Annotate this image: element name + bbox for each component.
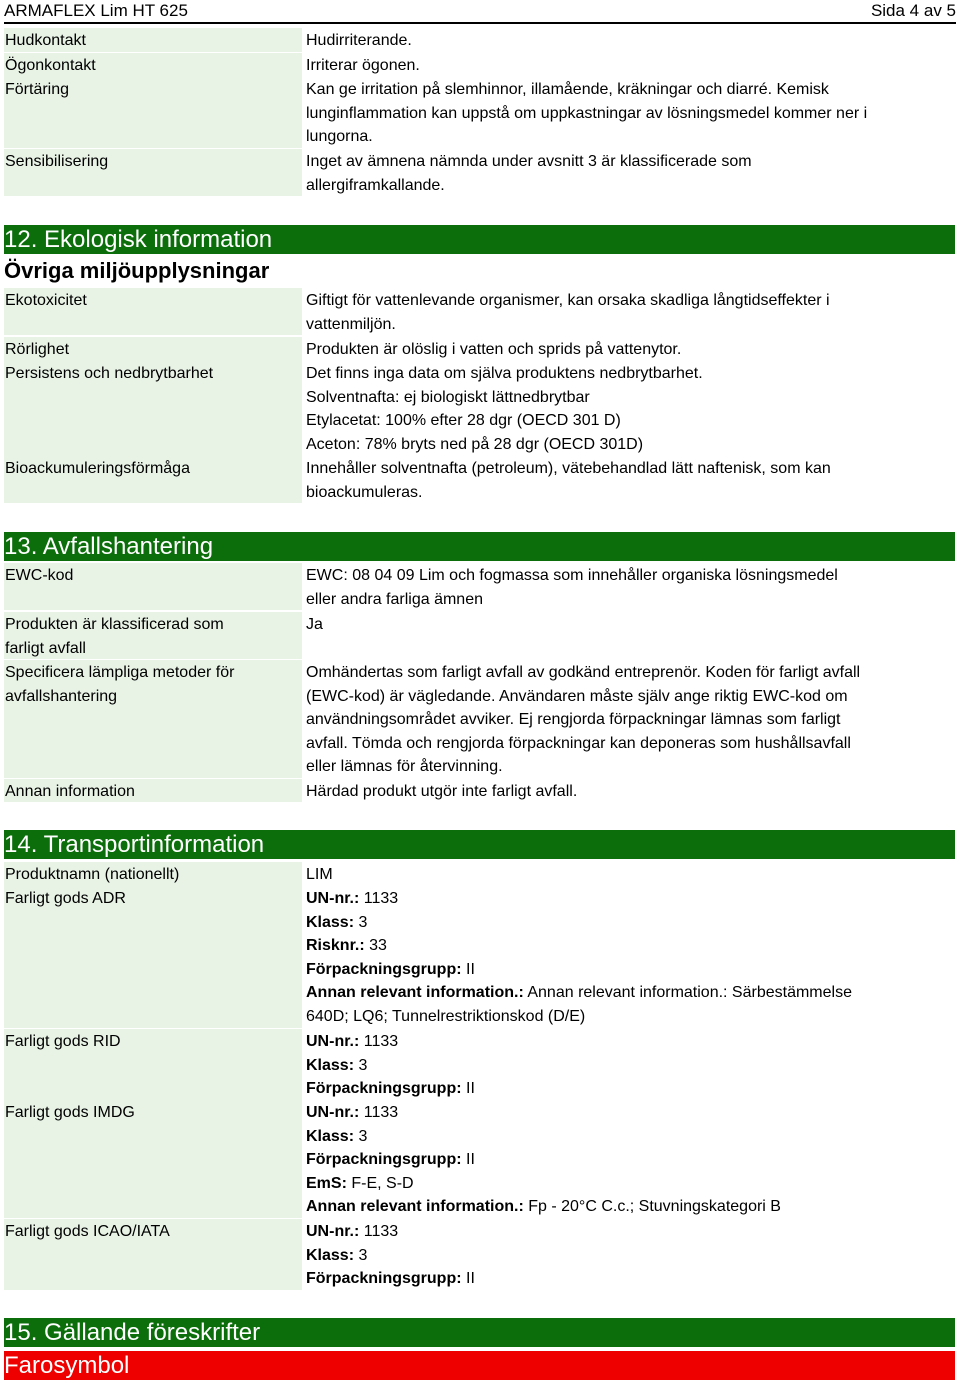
annan-line: [306, 981, 955, 1005]
row-adr: [4, 886, 955, 1028]
fg-key: Förpackningsgrupp:: [306, 960, 462, 978]
klass-value: 3: [354, 913, 368, 931]
value-produktnamn: LIM: [306, 866, 333, 883]
fg-value: II: [461, 960, 475, 978]
ems-key: EmS:: [306, 1174, 347, 1192]
value-line: avfall. Tömda och rengjorda förpackningar kan deponeras som hushållsavfall: [306, 734, 851, 752]
label-persistens: Persistens och nedbrytbarhet: [4, 361, 302, 456]
label-line: Specificera lämpliga metoder för: [5, 664, 235, 681]
fg-line: [306, 1077, 955, 1101]
fg-value: II: [461, 1270, 475, 1287]
value-line: Giftigt för vattenlevande organismer, kan orsaka skadliga långtidseffekter i: [306, 292, 830, 309]
row-fortaring: [4, 77, 955, 148]
label-line: avfallshantering: [5, 687, 118, 705]
label-bioackumulering: Bioackumuleringsförmåga: [4, 456, 302, 503]
un-value: 1133: [359, 1104, 399, 1121]
value-klassificerad: Ja: [306, 616, 323, 633]
label-ogonkontakt: Ögonkontakt: [4, 53, 302, 77]
value-line: eller lämnas för återvinning.: [306, 758, 503, 775]
section-12-heading: 12. Ekologisk information: [4, 225, 955, 254]
klass-line: [306, 1244, 955, 1268]
klass-key: Klass:: [306, 1056, 355, 1074]
value-line: Etylacetat: 100% efter 28 dgr (OECD 301 D): [306, 412, 621, 429]
fg-key: Förpackningsgrupp:: [306, 1080, 462, 1097]
row-icao: [4, 1219, 955, 1290]
row-ewc-kod: [4, 563, 955, 610]
value-line: vattenmiljön.: [306, 315, 396, 333]
row-hudkontakt: [4, 28, 955, 52]
row-produktnamn: [4, 862, 955, 886]
label-rorlighet: Rörlighet: [4, 337, 302, 361]
fg-value: II: [461, 1151, 475, 1168]
un-value: 1133: [359, 1033, 399, 1050]
label-ewc-kod: EWC-kod: [4, 563, 302, 610]
klass-line: [306, 911, 955, 935]
row-ekotoxicitet: [4, 288, 955, 335]
annan-value: Annan relevant information.: Särbestämmelse: [523, 984, 852, 1001]
annan-key: Annan relevant information.:: [306, 1198, 524, 1215]
annan-key: Annan relevant information.:: [306, 984, 524, 1001]
row-rorlighet: [4, 337, 955, 361]
annan-line: [306, 1195, 955, 1219]
value-line: användningsområdet avviker. Ej rengjorda förpackningar lämnas som farligt: [306, 711, 841, 728]
value-line: eller andra farliga ämnen: [306, 590, 483, 608]
fg-key: Förpackningsgrupp:: [306, 1151, 462, 1168]
value-ewc-kod: [306, 563, 955, 610]
row-ogonkontakt: [4, 53, 955, 77]
value-line: Kan ge irritation på slemhinnor, illamående, kräkningar och diarré. Kemisk: [306, 81, 829, 98]
un-key: UN-nr.:: [306, 1223, 360, 1240]
row-imdg: [4, 1100, 955, 1218]
value-ogonkontakt: Irriterar ögonen.: [306, 57, 420, 74]
risk-value: 33: [364, 937, 387, 954]
value-line: (EWC-kod) är vägledande. Användaren måste själv ange riktig EWC-kod om: [306, 687, 848, 705]
value-ekotoxicitet: [306, 288, 955, 335]
klass-value: 3: [354, 1127, 368, 1145]
value-imdg: [306, 1100, 955, 1218]
value-adr: [306, 886, 955, 1028]
row-annan-information: [4, 779, 955, 802]
annan-line-2: 640D; LQ6; Tunnelrestriktionskod (D/E): [306, 1007, 586, 1025]
value-bioackumulering: [306, 456, 955, 503]
fg-line: [306, 1148, 955, 1172]
label-produktnamn: Produktnamn (nationellt): [4, 862, 302, 886]
un-line: [306, 1030, 955, 1054]
ems-value: F-E, S-D: [346, 1174, 414, 1192]
page-header: [4, 0, 956, 24]
un-key: UN-nr.:: [306, 890, 360, 907]
section-15-heading: 15. Gällande föreskrifter: [4, 1318, 955, 1347]
section-14-heading: 14. Transportinformation: [4, 830, 955, 859]
value-specificera: [306, 660, 955, 778]
risk-key: Risknr.:: [306, 937, 365, 954]
value-line: bioackumuleras.: [306, 483, 423, 501]
un-key: UN-nr.:: [306, 1033, 360, 1050]
un-value: 1133: [359, 1223, 399, 1240]
value-line: Inget av ämnena nämnda under avsnitt 3 är klassificerade som: [306, 153, 752, 170]
section-13-heading: 13. Avfallshantering: [4, 532, 955, 561]
value-annan-information: Härdad produkt utgör inte farligt avfall.: [306, 783, 578, 800]
row-sensibilisering: [4, 149, 955, 196]
klass-line: [306, 1125, 955, 1149]
un-line: [306, 1220, 955, 1244]
value-line: EWC: 08 04 09 Lim och fogmassa som innehåller organiska lösningsmedel: [306, 567, 838, 584]
value-line: Solventnafta: ej biologiskt lättnedbrytbar: [306, 388, 590, 406]
fg-line: [306, 1267, 955, 1291]
value-line: Innehåller solventnafta (petroleum), vätebehandlad lätt naftenisk, som kan: [306, 460, 831, 477]
un-key: UN-nr.:: [306, 1104, 360, 1121]
value-line: lungorna.: [306, 128, 373, 145]
section-12-subheading: Övriga miljöupplysningar: [4, 258, 270, 283]
document-title: ARMAFLEX Lim HT 625: [4, 1, 188, 20]
ems-line: [306, 1172, 955, 1196]
label-annan-information: Annan information: [4, 779, 302, 802]
klass-value: 3: [354, 1056, 368, 1074]
un-line: [306, 887, 955, 911]
fg-key: Förpackningsgrupp:: [306, 1270, 462, 1287]
label-klassificerad: [4, 612, 302, 659]
row-bioackumulering: [4, 456, 955, 503]
value-icao: [306, 1219, 955, 1290]
risk-line: [306, 934, 955, 958]
page-number: Sida 4 av 5: [870, 1, 956, 20]
klass-key: Klass:: [306, 1127, 355, 1145]
klass-line: [306, 1054, 955, 1078]
label-sensibilisering: Sensibilisering: [4, 149, 302, 196]
un-value: 1133: [359, 890, 399, 907]
fg-line: [306, 958, 955, 982]
value-rorlighet: Produkten är olöslig i vatten och sprids på vattenytor.: [306, 341, 682, 358]
un-line: [306, 1101, 955, 1125]
label-icao: Farligt gods ICAO/IATA: [4, 1219, 302, 1290]
row-rid: [4, 1029, 955, 1100]
label-rid: Farligt gods RID: [4, 1029, 302, 1100]
value-rid: [306, 1029, 955, 1100]
value-line: Aceton: 78% bryts ned på 28 dgr (OECD 301D): [306, 435, 644, 453]
label-line: farligt avfall: [5, 639, 86, 657]
value-persistens: [306, 361, 955, 456]
value-line: lunginflammation kan uppstå om uppkastningar av lösningsmedel kommer ner i: [306, 104, 868, 122]
annan-value: Fp - 20°C C.c.; Stuvningskategori B: [523, 1198, 781, 1215]
label-adr: Farligt gods ADR: [4, 886, 302, 1028]
klass-key: Klass:: [306, 913, 355, 931]
value-sensibilisering: [306, 149, 955, 196]
value-fortaring: [306, 77, 955, 148]
row-persistens: [4, 361, 955, 456]
fg-value: II: [461, 1080, 475, 1097]
label-line: Produkten är klassificerad som: [5, 616, 224, 633]
value-line: Det finns inga data om själva produktens nedbrytbarhet.: [306, 365, 703, 382]
klass-key: Klass:: [306, 1246, 355, 1264]
row-klassificerad: [4, 612, 955, 659]
label-imdg: Farligt gods IMDG: [4, 1100, 302, 1218]
value-hudkontakt: Hudirriterande.: [306, 32, 412, 49]
label-fortaring: Förtäring: [4, 77, 302, 148]
value-line: Omhändertas som farligt avfall av godkänd entreprenör. Koden för farligt avfall: [306, 664, 861, 681]
value-line: allergiframkallande.: [306, 176, 445, 194]
klass-value: 3: [354, 1246, 368, 1264]
row-specificera: [4, 660, 955, 778]
farosymbol-heading: Farosymbol: [4, 1351, 955, 1380]
label-hudkontakt: Hudkontakt: [4, 28, 302, 52]
label-ekotoxicitet: Ekotoxicitet: [4, 288, 302, 335]
label-specificera: [4, 660, 302, 778]
